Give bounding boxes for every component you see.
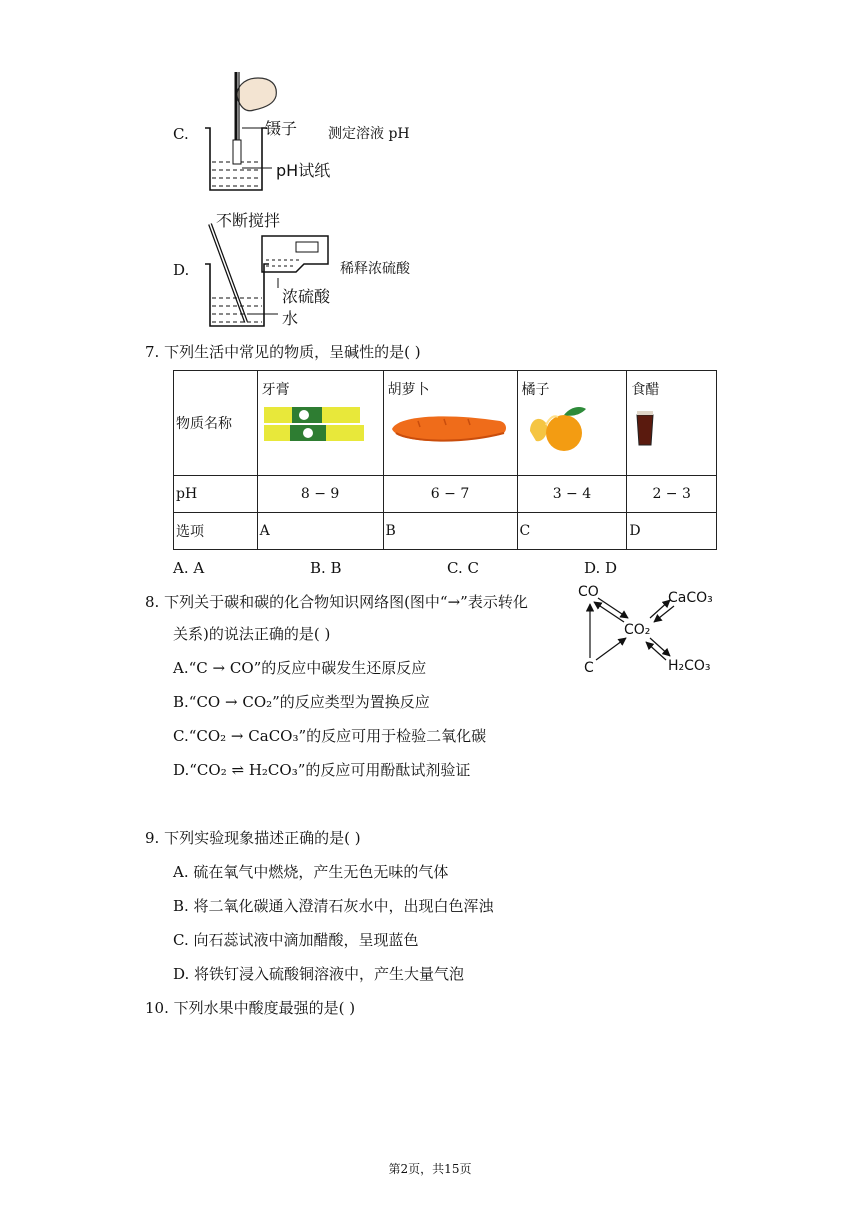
- cell-ph: 8 − 9: [257, 476, 383, 513]
- node-co: CO: [578, 584, 599, 600]
- cell-carrot: [383, 371, 517, 476]
- q6-d-stir-label: 不断搅拌: [216, 211, 281, 230]
- q9-choice-c[interactable]: C. 向石蕊试液中滴加醋酸，呈现蓝色: [173, 931, 419, 949]
- q7-stem: 7. 下列生活中常见的物质，呈碱性的是( ): [145, 343, 421, 361]
- node-c: C: [584, 660, 594, 676]
- q10-stem: 10. 下列水果中酸度最强的是( ): [145, 999, 356, 1017]
- dilution-figure: [200, 222, 340, 330]
- orange-icon: [524, 401, 596, 457]
- cell-option: C: [517, 513, 627, 550]
- row-label-ph: pH: [174, 476, 258, 513]
- carrot-icon: [388, 407, 512, 453]
- q8-stem-line1: 8. 下列关于碳和碳的化合物知识网络图(图中“→”表示转化: [145, 593, 528, 611]
- node-co2: CO₂: [624, 622, 651, 638]
- q6-c-caption: 测定溶液 pH: [328, 126, 410, 142]
- acid-bottle-icon: [262, 236, 328, 272]
- cell-option: A: [257, 513, 383, 550]
- cell-ph: 2 − 3: [627, 476, 717, 513]
- hand-icon: [237, 78, 276, 111]
- arrow-caco3-co2: [654, 606, 674, 622]
- arrow-h2co3-co2: [646, 642, 666, 660]
- cell-option: D: [627, 513, 717, 550]
- arrow-co2-h2co3: [650, 638, 670, 656]
- arrow-co2-caco3: [650, 600, 670, 618]
- q8-choice-a[interactable]: A.“C → CO”的反应中碳发生还原反应: [173, 659, 427, 677]
- cell-vinegar: [627, 371, 717, 476]
- item-name: 橘子: [521, 382, 550, 398]
- vinegar-icon: [633, 405, 657, 449]
- carbon-network-diagram: [570, 578, 720, 682]
- row-label-option: 选项: [174, 513, 258, 550]
- cell-option: B: [383, 513, 517, 550]
- q6-c-ph-paper-label: pH试纸: [276, 161, 331, 180]
- node-caco3: CaCO₃: [668, 590, 713, 606]
- q6-d-caption: 稀释浓硫酸: [340, 261, 410, 277]
- node-h2co3: H₂CO₃: [668, 658, 711, 674]
- cell-ph: 6 − 7: [383, 476, 517, 513]
- item-name: 牙膏: [261, 382, 290, 398]
- q6-d-acid-label: 浓硫酸: [282, 287, 331, 306]
- q8-choice-d[interactable]: D.“CO₂ ⇌ H₂CO₃”的反应可用酚酞试剂验证: [173, 761, 471, 779]
- q6-c-tweezers-label: 镊子: [265, 119, 298, 138]
- q7-choice-c[interactable]: C. C: [447, 559, 479, 577]
- item-name: 食醋: [631, 382, 660, 398]
- q9-choice-d[interactable]: D. 将铁钉浸入硫酸铜溶液中，产生大量气泡: [173, 965, 465, 983]
- q9-choice-b[interactable]: B. 将二氧化碳通入澄清石灰水中，出现白色浑浊: [173, 897, 494, 915]
- arrow-c-co2: [596, 638, 626, 660]
- q8-choice-c[interactable]: C.“CO₂ → CaCO₃”的反应可用于检验二氧化碳: [173, 727, 487, 745]
- q8-choice-b[interactable]: B.“CO → CO₂”的反应类型为置换反应: [173, 693, 430, 711]
- ph-paper-icon: [233, 140, 241, 164]
- q6-option-d-letter: D.: [173, 261, 190, 279]
- item-name: 胡萝卜: [387, 382, 430, 398]
- q7-choice-b[interactable]: B. B: [310, 559, 342, 577]
- cell-ph: 3 − 4: [517, 476, 627, 513]
- cell-orange: [517, 371, 627, 476]
- q6-d-water-label: 水: [282, 309, 299, 328]
- toothpaste-icon: [262, 403, 366, 447]
- page-footer: 第2页，共15页: [388, 1162, 472, 1176]
- q6-option-c-letter: C.: [173, 125, 189, 143]
- row-label-name: 物质名称: [174, 371, 258, 476]
- q9-stem: 9. 下列实验现象描述正确的是( ): [145, 829, 361, 847]
- q7-choice-a[interactable]: A. A: [173, 559, 205, 577]
- ph-table: [173, 370, 717, 550]
- q7-choice-d[interactable]: D. D: [584, 559, 618, 577]
- cell-toothpaste: [257, 371, 383, 476]
- q8-stem-line2: 关系)的说法正确的是( ): [173, 625, 331, 643]
- q9-choice-a[interactable]: A. 硫在氧气中燃烧，产生无色无味的气体: [173, 863, 449, 881]
